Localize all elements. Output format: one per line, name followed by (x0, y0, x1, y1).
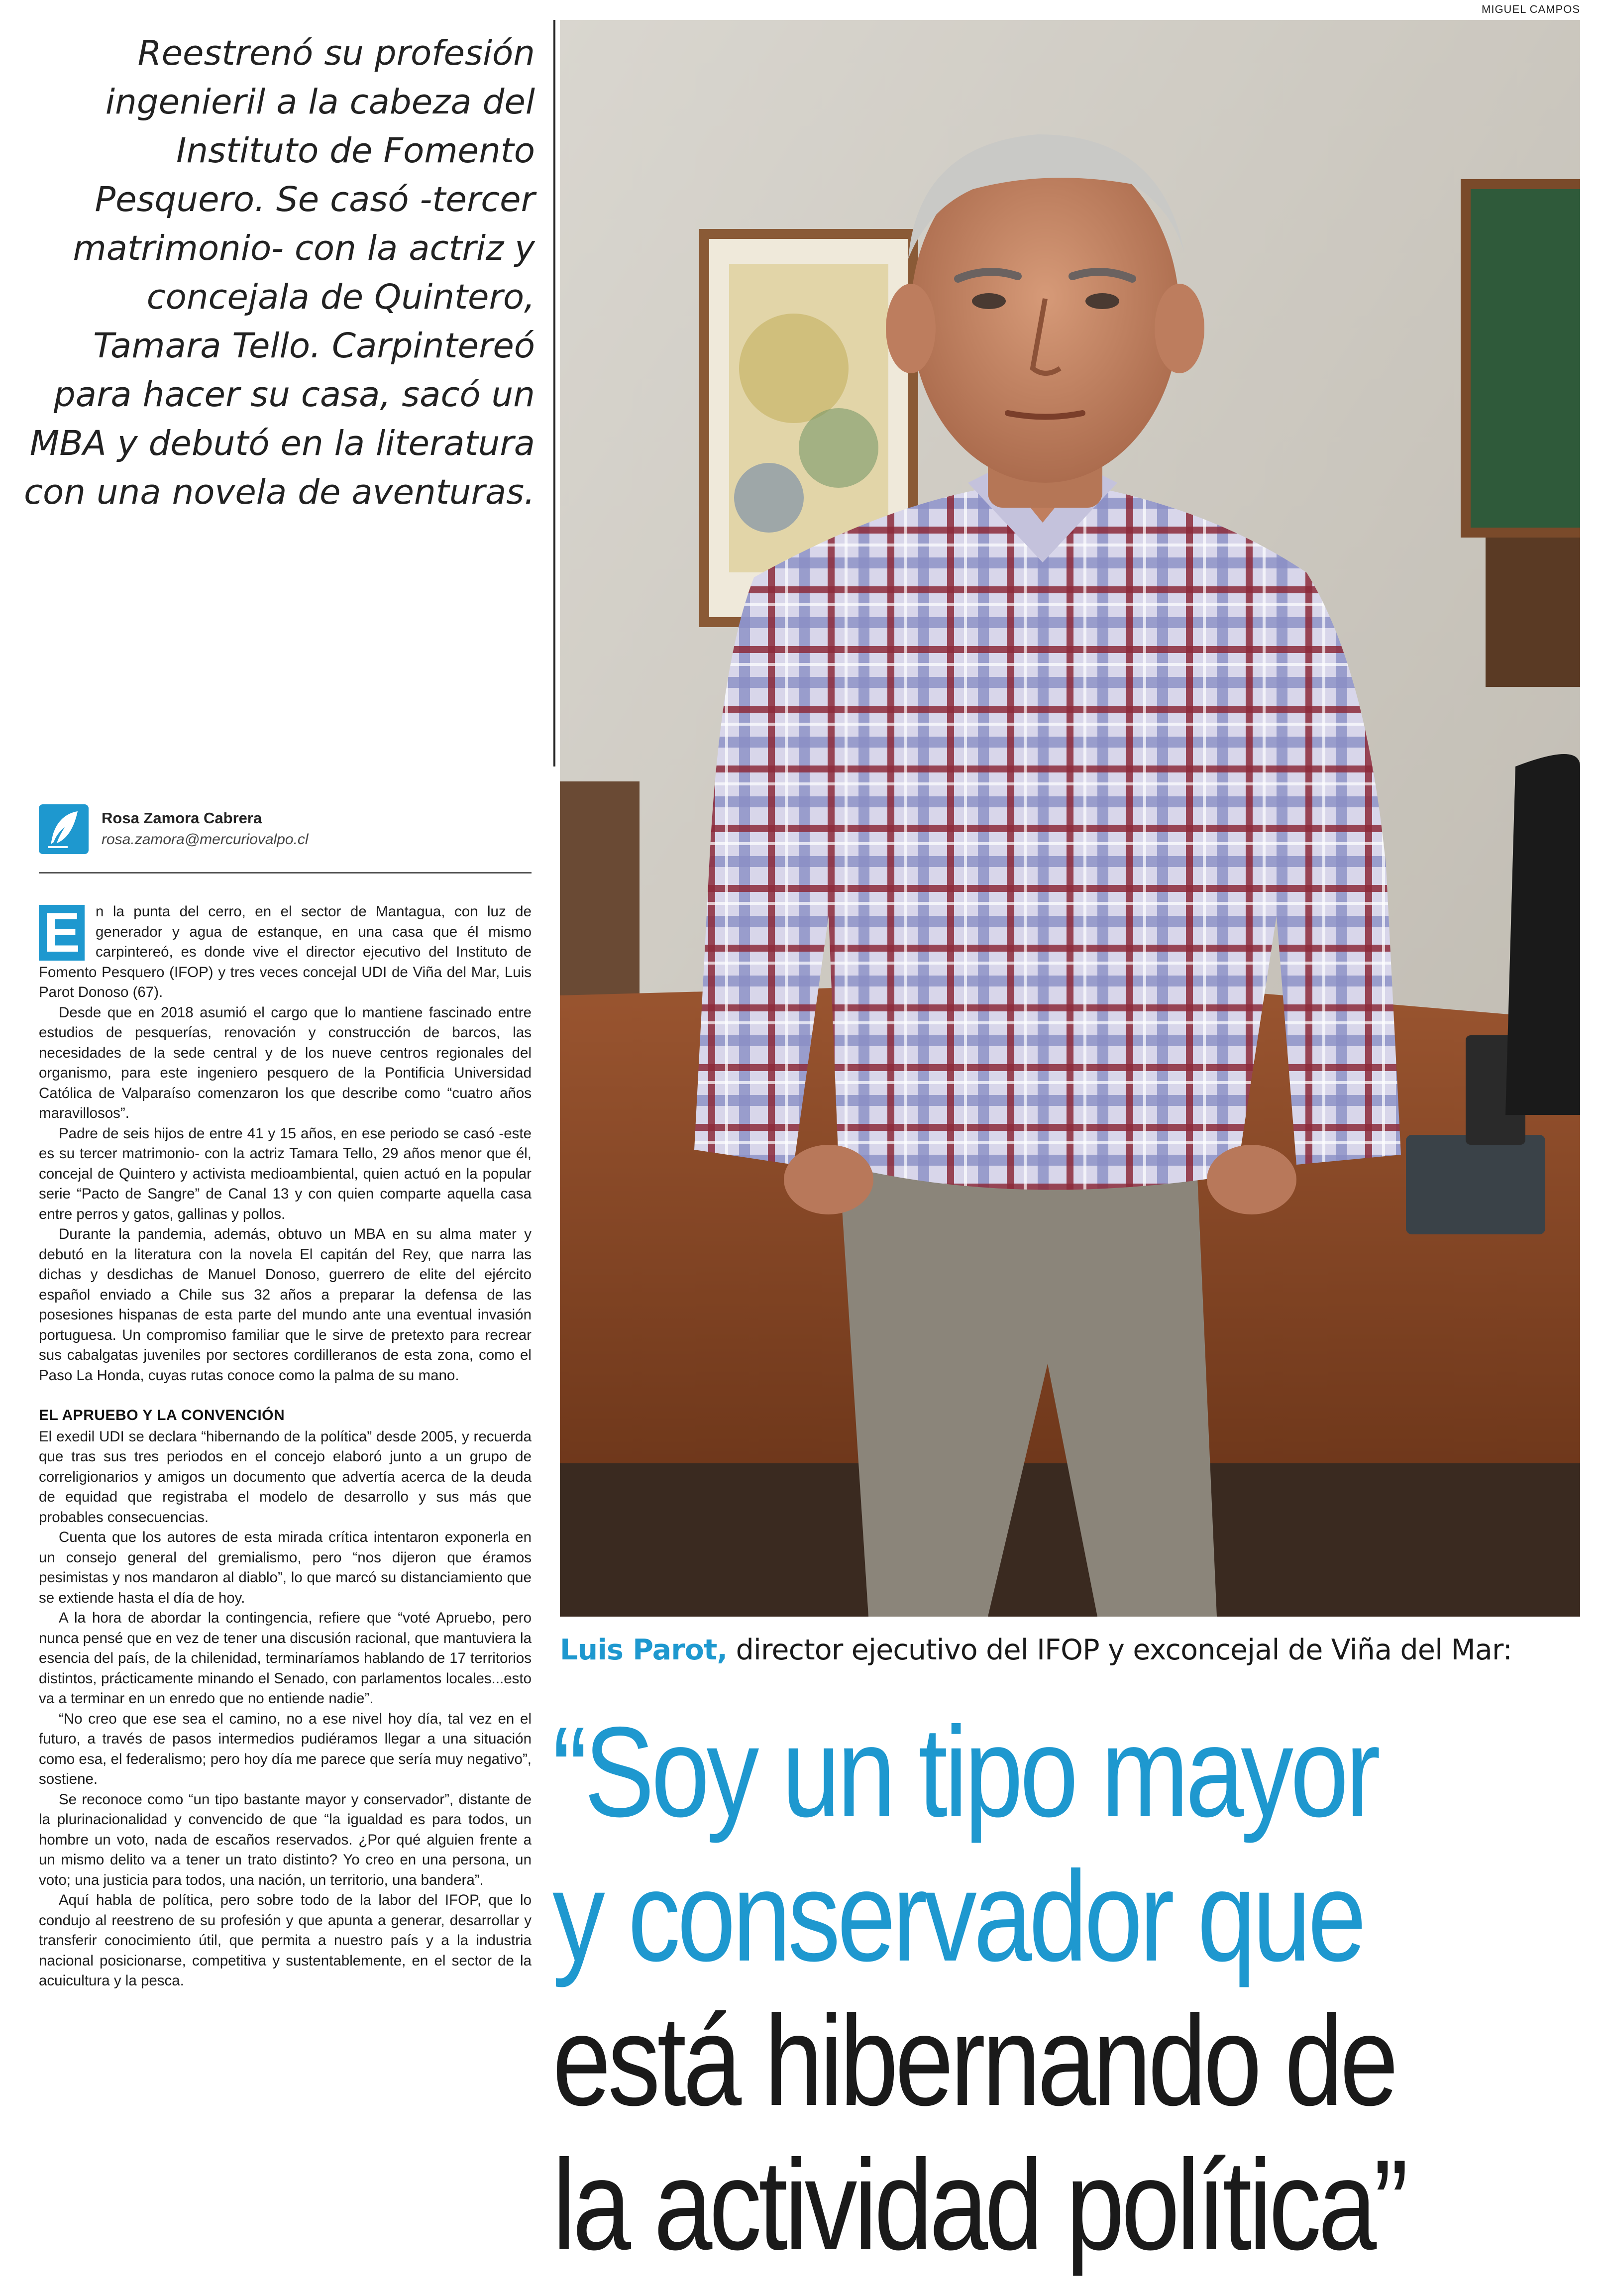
article-paragraph: Se reconoce como “un tipo bastante mayor y conservador”, distante de la plurinacionalidad y convencido de que “la igualdad es para todos, un hombre un voto, nada de escaños reservados. ¿Por qué alguien frente a un mismo delito va a tener un trato distinto? Yo creo en una persona, un voto; una justicia para todos, una nación, un territorio, una bandera”. (39, 1791, 532, 1888)
headline-line-3: está hibernando de (552, 1988, 1395, 2132)
portrait-illustration (560, 20, 1580, 1617)
article-paragraph: E n la punta del cerro, en el sector de Mantagua, con luz de generador y agua de estanque, en una casa que él mismo carpintereó, es donde vive el director ejecutivo del Instituto de Fomento Pesquero (IFOP) y tres veces concejal UDI de Viña del Mar, Luis Parot Donoso (67). (39, 901, 532, 1000)
headline-line-4: la actividad política” (552, 2133, 1405, 2277)
byline (39, 802, 536, 857)
author-name: Rosa Zamora Cabrera (102, 809, 262, 827)
article-paragraph: Desde que en 2018 asumió el cargo que lo mantiene fascinado entre estudios de pesquerías, renovación y construcción de barcos, las necesidades de la sede central y de los nueve centros regionales del organismo, para este ingeniero pesquero de la Pontificia Universidad Católica de Valparaíso comenzaron los que describe como “cuatro años maravillosos”. (39, 1004, 532, 1121)
portrait-photo (560, 20, 1580, 1617)
article-paragraph: “No creo que ese sea el camino, no a ese nivel hoy día, tal vez en el futuro, a través de pasos intermedios pudiéramos llegar a una situación como esa, el federalismo; pero hoy día me parece que sería muy negativo”, sostiene. (39, 1710, 532, 1787)
caption (560, 1633, 1585, 1667)
column-divider (553, 20, 555, 766)
caption-description: director ejecutivo del IFOP y exconcejal de Viña del Mar: (727, 1634, 1512, 1666)
article-paragraph: Aquí habla de política, pero sobre todo de la labor del IFOP, que lo condujo al reestreno de su profesión y que apunta a generar, desarrollar y transferir conocimiento útil, que permita a nuestro país y a la industria nacional posicionarse, competitiva y sustentablemente, en el sector de la acuicultura y la pesca. (39, 1892, 532, 1989)
headline-line-1: “Soy un tipo mayor (552, 1700, 1378, 1844)
headline-line-2: y conservador que (552, 1844, 1364, 1988)
byline-divider (39, 872, 532, 874)
subheading: EL APRUEBO Y LA CONVENCIÓN (39, 1407, 285, 1423)
caption-name: Luis Parot, (560, 1634, 728, 1666)
article-paragraph: Cuenta que los autores de esta mirada crítica intentaron exponerla en un consejo general del gremialismo, pero “nos dijeron que éramos pesimistas y nos mandaron al diablo”, lo que marcó su distanciamiento que se extiende hasta el día de hoy. (39, 1529, 532, 1606)
quill-icon (39, 804, 89, 854)
article-paragraph: El exedil UDI se declara “hibernando de la política” desde 2005, y recuerda que tras sus tres periodos en el concejo elaboró junto a un grupo de correligionarios y amigos un documento que advertía acerca de la deuda de equidad que registraba el modelo de desarrollo y sus más que probables consecuencias. (39, 1428, 532, 1526)
drop-cap: E (39, 905, 85, 961)
photo-credit: MIGUEL CAMPOS (1482, 3, 1580, 15)
article-paragraph: A la hora de abordar la contingencia, refiere que “voté Apruebo, pero nunca pensé que en vez de tener una discusión racional, que mantuviera la esencia del país, de la chilenidad, terminaríamos hablando de 17 territorios distintos, prácticamente minando el Senado, con parlamentos locales...esto va a terminar en un enredo que no entiende nadie”. (39, 1610, 532, 1707)
article-paragraph: Padre de seis hijos de entre 41 y 15 años, en ese periodo se casó -este es su tercer matrimonio- con la actriz Tamara Tello, 29 años menor que él, concejal de Quintero y activista medioambiental, quien actuó en la popular serie “Pacto de Sangre” de Canal 13 y con quien comparte aquella casa entre perros y gatos, gallinas y pollos. (39, 1125, 532, 1222)
article-body (39, 902, 532, 1991)
article-paragraph: Durante la pandemia, además, obtuvo un MBA en su alma mater y debutó en la literatura con la novela El capitán del Rey, que narra las dichas y desdichas de Manuel Donoso, guerrero de elite del ejército español enviado a Chile sus 32 años a preparar la defensa de las posesiones hispanas de esta parte del mundo ante una eventual invasión portuguesa. Un compromiso familiar que le sirve de pretexto para recrear sus cabalgatas juveniles por sectores cordilleranos de esta zona, como el Paso La Honda, cuyas rutas conoce como la palma de su mano. (39, 1226, 532, 1384)
author-email[interactable]: rosa.zamora@mercuriovalpo.cl (102, 831, 309, 848)
lead-text: Reestrenó su profesión ingenieril a la cabeza del Instituto de Fomento Pesquero. Se casó -tercer matrimonio- con la actriz y concejala de Quintero, Tamara Tello. Carpintereó para hacer su casa, sacó un MBA y debutó en la literatura con una novela de aventuras. (24, 33, 535, 512)
